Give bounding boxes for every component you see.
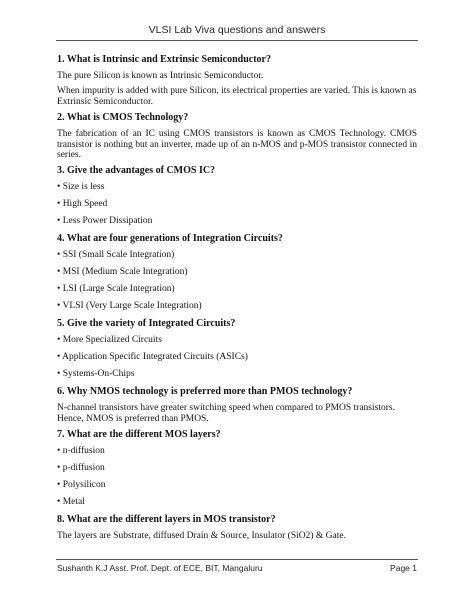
- list-item: • SSI (Small Scale Integration): [57, 250, 175, 261]
- list-item: • Less Power Dissipation: [57, 216, 153, 227]
- question-heading: 4. What are four generations of Integration Circuits?: [57, 233, 283, 245]
- list-item: • VLSI (Very Large Scale Integration): [57, 301, 202, 312]
- footer-author: Sushanth K.J Asst. Prof. Dept. of ECE, BIT, Mangaluru: [57, 563, 263, 573]
- document-body: [57, 54, 417, 547]
- question-heading: 2. What is CMOS Technology?: [57, 112, 189, 124]
- answer-paragraph: The pure Silicon is known as Intrinsic Semiconductor.: [57, 71, 264, 81]
- page-number: Page 1: [390, 563, 417, 573]
- question-heading: 7. What are the different MOS layers?: [57, 429, 221, 441]
- list-item: • LSI (Large Scale Integration): [57, 284, 175, 295]
- question-heading: 8. What are the different layers in MOS transistor?: [57, 514, 276, 526]
- list-item: • Metal: [57, 497, 85, 508]
- page-header: VLSI Lab Viva questions and answers: [148, 24, 326, 36]
- question-heading: 1. What is Intrinsic and Extrinsic Semiconductor?: [57, 54, 271, 65]
- question-heading: 3. Give the advantages of CMOS IC?: [57, 165, 216, 177]
- list-item: • Polysilicon: [57, 480, 106, 491]
- footer-divider: [56, 559, 418, 560]
- answer-paragraph: The layers are Substrate, diffused Drain & Source, Insulator (SiO2) & Gate.: [57, 531, 346, 542]
- question-heading: 5. Give the variety of Integrated Circuits?: [57, 318, 236, 330]
- question-heading: 6. Why NMOS technology is preferred more than PMOS technology?: [57, 386, 353, 398]
- list-item: • Systems-On-Chips: [57, 369, 135, 380]
- answer-paragraph: When impurity is added with pure Silicon, its electrical properties are varied. This is known as Extrinsic Semiconductor.: [57, 86, 417, 107]
- list-item: • p-diffusion: [57, 463, 105, 474]
- list-item: • MSI (Medium Scale Integration): [57, 267, 188, 278]
- list-item: • Size is less: [57, 182, 105, 193]
- answer-paragraph: The fabrication of an IC using CMOS transistors is known as CMOS Technology. CMOS transistor is nothing but an inverter, made up of an n-MOS and p-MOS transistor connected in series.: [57, 129, 417, 161]
- header-divider: [56, 40, 418, 41]
- list-item: • Application Specific Integrated Circuits (ASICs): [57, 352, 248, 363]
- list-item: • More Specialized Circuits: [57, 335, 162, 346]
- list-item: • n-diffusion: [57, 446, 105, 457]
- answer-paragraph: N-channel transistors have greater switching speed when compared to PMOS transistors. Hence, NMOS is preferred than PMOS.: [57, 403, 395, 424]
- list-item: • High Speed: [57, 199, 108, 210]
